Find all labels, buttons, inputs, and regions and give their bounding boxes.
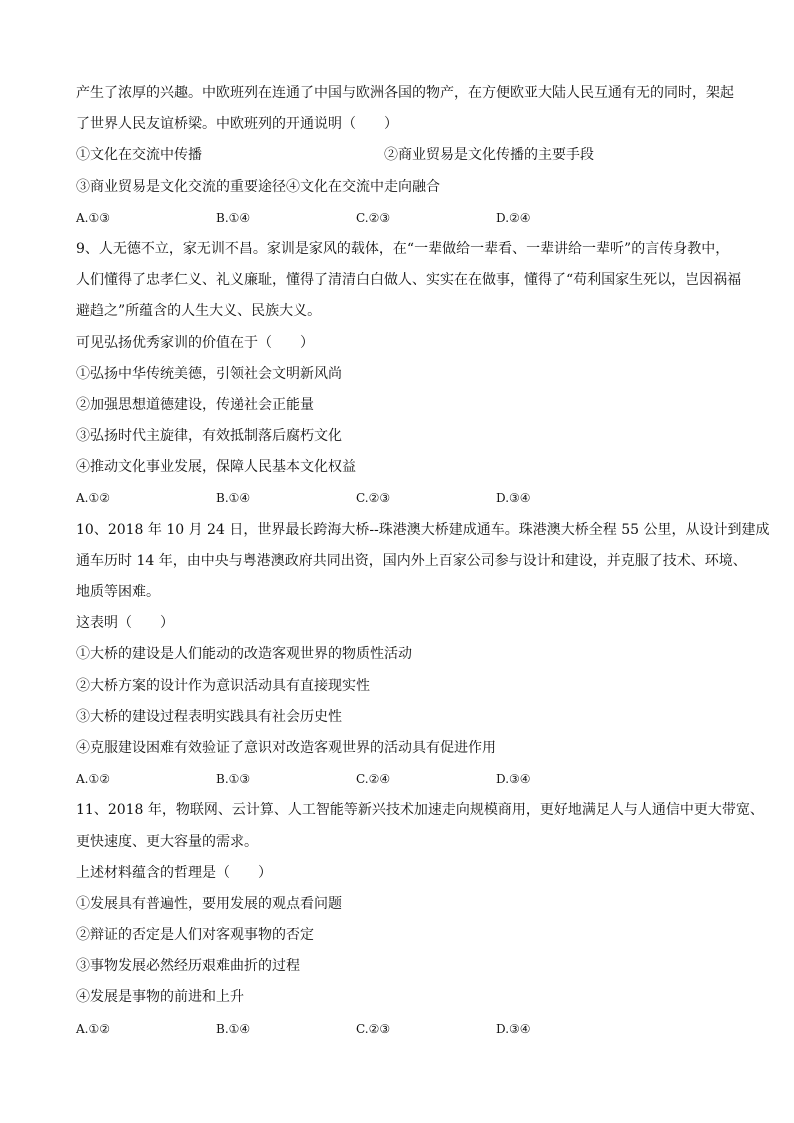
statement-item: ④推动文化事业发展，保障人民基本文化权益 xyxy=(76,459,356,476)
statement-item: ②辩证的否定是人们对客观事物的否定 xyxy=(76,927,314,944)
option-b: B.①④ xyxy=(216,1021,251,1036)
question-10 xyxy=(76,515,770,796)
statement-item: ①发展具有普遍性，要用发展的观点看问题 xyxy=(76,895,342,912)
option-a: A.①② xyxy=(76,491,110,506)
statement-item: ③弘扬时代主旋律，有效抵制落后腐朽文化 xyxy=(76,428,342,445)
option-d: D.③④ xyxy=(496,491,531,506)
question-stem-line: 更快速度、更大容量的需求。 xyxy=(76,833,258,850)
option-c: C.②③ xyxy=(356,1021,391,1036)
option-a: A.①② xyxy=(76,1021,110,1036)
question-stem-line: 了世界人民友谊桥梁。中欧班列的开通说明（ ） xyxy=(76,116,398,133)
statement-item: ③商业贸易是文化交流的重要途径④文化在交流中走向融合 xyxy=(76,178,440,195)
option-c: C.②③ xyxy=(356,210,391,225)
statement-item: ③大桥的建设过程表明实践具有社会历史性 xyxy=(76,708,342,725)
statement-item: ②商业贸易是文化传播的主要手段 xyxy=(384,147,594,164)
statement-item: ④克服建设困难有效验证了意识对改造客观世界的活动具有促进作用 xyxy=(76,739,496,756)
question-stem-line: 地质等困难。 xyxy=(76,584,160,600)
option-c: C.②④ xyxy=(356,772,391,787)
statement-item: ①弘扬中华传统美德，引领社会文明新风尚 xyxy=(76,365,342,382)
option-a: A.①③ xyxy=(76,210,110,225)
option-b: B.①③ xyxy=(216,772,251,787)
question-stem-line: 产生了浓厚的兴趣。中欧班列在连通了中国与欧洲各国的物产，在方便欧亚大陆人民互通有无的同时，架起 xyxy=(76,85,734,101)
option-d: D.②④ xyxy=(496,210,531,225)
answer-options xyxy=(76,483,726,514)
question-stem-line: 9、人无德不立，家无训不昌。家训是家风的载体，在“一辈做给一辈看、一辈讲给一辈听”的言传身教中， xyxy=(76,240,730,257)
answer-options xyxy=(76,1014,726,1045)
answer-options xyxy=(76,764,726,795)
option-d: D.③④ xyxy=(496,772,531,787)
question-8 xyxy=(76,78,734,234)
option-a: A.①② xyxy=(76,772,110,787)
question-11 xyxy=(76,795,764,1045)
question-stem-line: 10、2018 年 10 月 24 日，世界最长跨海大桥--珠港澳大桥建成通车。珠港澳大桥全程 55 公里，从设计到建成 xyxy=(76,521,770,538)
option-c: C.②③ xyxy=(356,491,391,506)
question-9 xyxy=(76,234,742,515)
question-stem-line: 通车历时 14 年，由中央与粤港澳政府共同出资，国内外上百家公司参与设计和建设，并克服了技术、环境、 xyxy=(76,552,747,569)
statement-item: ③事物发展必然经历艰难曲折的过程 xyxy=(76,958,300,975)
question-prompt: 上述材料蕴含的哲理是（ ） xyxy=(76,864,272,881)
option-b: B.①④ xyxy=(216,210,251,225)
statement-item: ①文化在交流中传播 xyxy=(76,147,202,164)
question-stem-line: 避趋之”所蕴含的人生大义、民族大义。 xyxy=(76,303,322,320)
statement-item: ②大桥方案的设计作为意识活动具有直接现实性 xyxy=(76,677,370,694)
statement-row xyxy=(76,140,726,171)
answer-options xyxy=(76,203,726,234)
statement-item: ④发展是事物的前进和上升 xyxy=(76,989,244,1006)
exam-page xyxy=(76,78,770,1045)
question-prompt: 这表明（ ） xyxy=(76,615,174,632)
question-stem-line: 11、2018 年，物联网、云计算、人工智能等新兴技术加速走向规模商用，更好地满足人与人通信中更大带宽、 xyxy=(76,802,764,819)
question-prompt: 可见弘扬优秀家训的价值在于（ ） xyxy=(76,334,314,351)
statement-item: ①大桥的建设是人们能动的改造客观世界的物质性活动 xyxy=(76,646,412,663)
statement-item: ②加强思想道德建设，传递社会正能量 xyxy=(76,396,314,413)
option-d: D.③④ xyxy=(496,1021,531,1036)
option-b: B.①④ xyxy=(216,491,251,506)
question-stem-line: 人们懂得了忠孝仁义、礼义廉耻，懂得了清清白白做人、实实在在做事，懂得了“苟利国家生死以，岂因祸福 xyxy=(76,272,742,289)
